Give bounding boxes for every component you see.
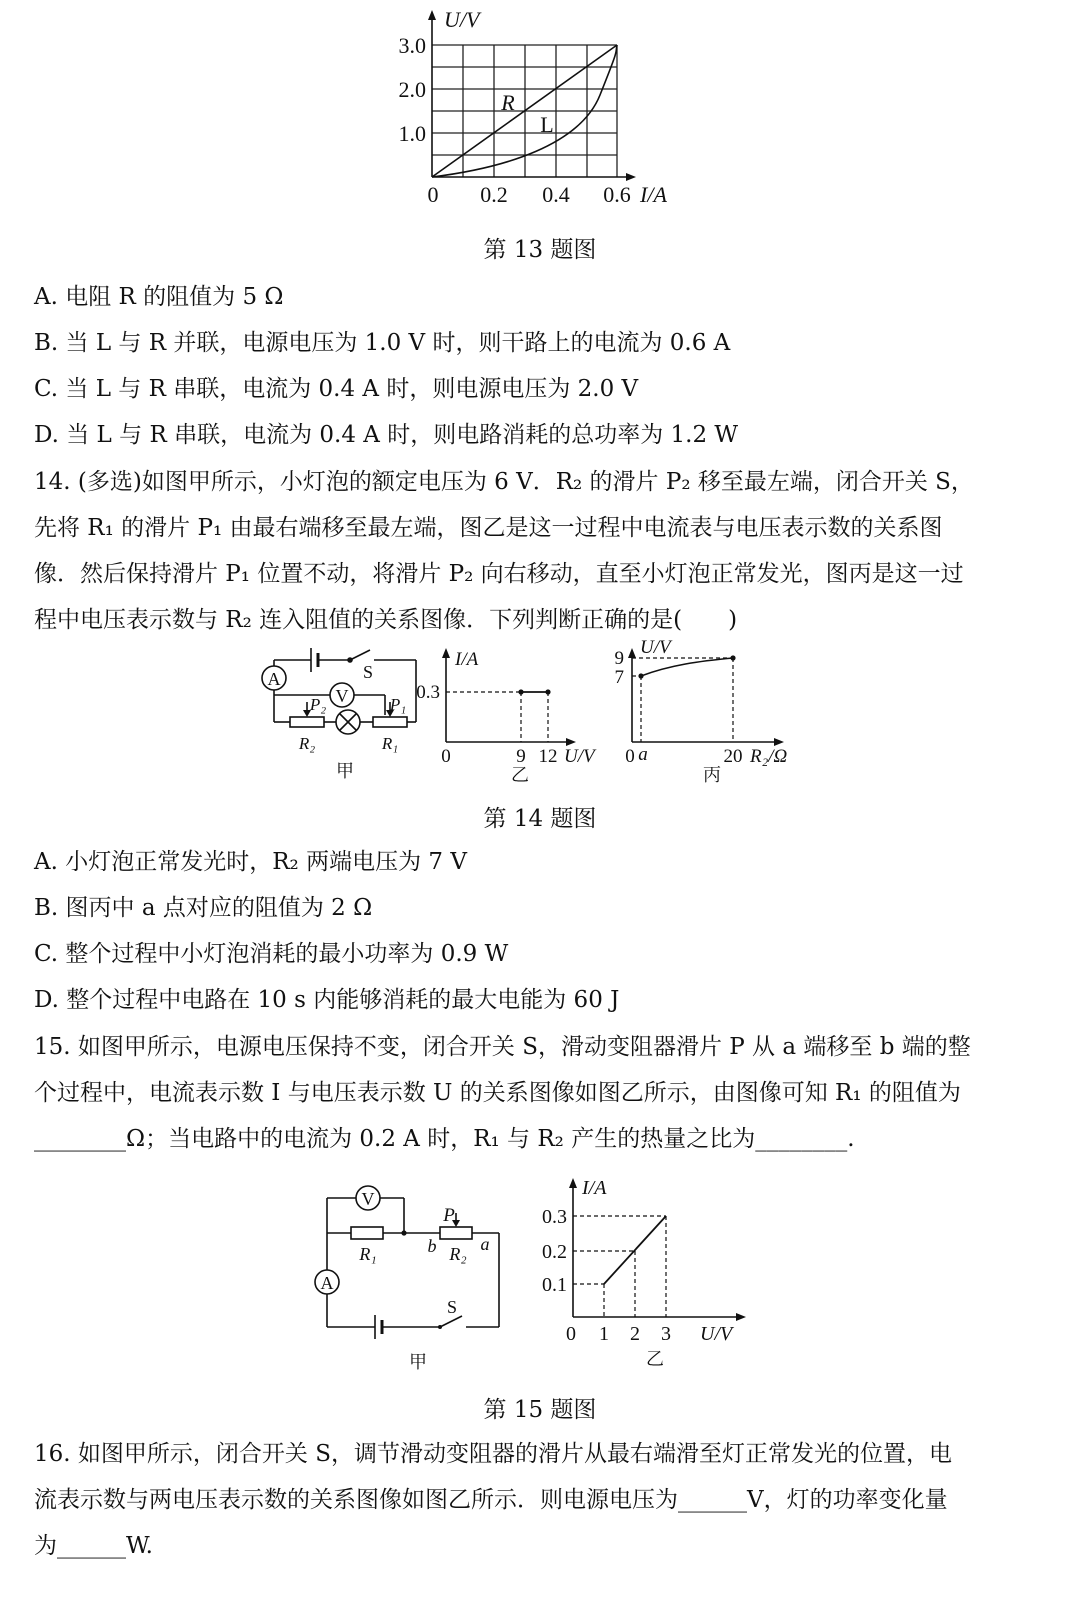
fig15-x-tick: 2: [630, 1323, 640, 1345]
fig13-x-tick: 0: [427, 182, 439, 207]
fig14-bing-x-tick: 0: [625, 746, 635, 767]
fig15-slider-p: P: [443, 1205, 455, 1226]
q13-option-d: D. 当 L 与 R 串联，电流为 0.4 A 时，则电路消耗的总功率为 1.2 W: [34, 422, 739, 448]
fig15-y-tick: 0.1: [542, 1274, 567, 1296]
fig14-circuit: [0, 637, 1080, 800]
q14-line: 像．然后保持滑片 P₁ 位置不动，将滑片 P₂ 向右移动，直至小灯泡正常发光，图丙是这一过: [34, 561, 964, 587]
q15-line: ________Ω；当电路中的电流为 0.2 A 时，R₁ 与 R₂ 产生的热量之比为________.: [34, 1126, 855, 1152]
fig13-y-tick: 1.0: [398, 121, 426, 146]
fig14-slider-p1: P₁: [389, 695, 407, 714]
fig14-bing-point: [730, 655, 735, 660]
q15-line: 个过程中，电流表示数 I 与电压表示数 U 的关系图像如图乙所示，由图像可知 R₁ 的阻值为: [34, 1080, 961, 1106]
fig14-bing-caption: 丙: [703, 765, 721, 785]
fig14-bing-x-label: R₂/Ω: [750, 746, 788, 767]
fig14-switch-label: S: [362, 662, 374, 682]
fig15-resistor-r1: R₁: [359, 1244, 377, 1264]
q14-option-c: C. 整个过程中小灯泡消耗的最小功率为 0.9 W: [34, 941, 509, 967]
fig15-caption: 第 15 题图: [483, 1397, 597, 1423]
fig15-ammeter-label: A: [320, 1273, 334, 1293]
fig15-y-tick: 0.2: [542, 1241, 567, 1263]
fig14-yi-point: [518, 689, 523, 694]
fig14-yi-y-tick: 0.3: [416, 682, 440, 703]
fig14-yi-x-tick: 12: [538, 746, 558, 767]
fig13-x-label: I/A: [640, 182, 667, 207]
q14-option-a: A. 小灯泡正常发光时，R₂ 两端电压为 7 V: [34, 849, 467, 875]
q13-option-c: C. 当 L 与 R 串联，电流为 0.4 A 时，则电源电压为 2.0 V: [34, 376, 639, 402]
fig14-yi-caption: 乙: [511, 765, 529, 785]
fig15-resistor-r2: R₂: [449, 1244, 467, 1264]
fig14-resistor-r1: R₁: [381, 734, 399, 753]
q15-line: 15. 如图甲所示，电源电压保持不变，闭合开关 S，滑动变阻器滑片 P 从 a 端移至 b 端的整: [34, 1034, 971, 1060]
fig15-end-b: b: [427, 1236, 437, 1256]
fig14-bing-point: [638, 673, 643, 678]
fig14-bing-y-tick: 9: [614, 648, 624, 669]
fig14-caption: 第 14 题图: [483, 806, 597, 832]
q14-option-b: B. 图丙中 a 点对应的阻值为 2 Ω: [34, 895, 373, 921]
fig14-circuit-caption: 甲: [336, 761, 354, 781]
q14-line: 先将 R₁ 的滑片 P₁ 由最右端移至最左端，图乙是这一过程中电流表与电压表示数的关系图: [34, 515, 943, 541]
fig14-yi-x-tick: 0: [441, 746, 451, 767]
fig13-x-tick: 0.2: [480, 182, 508, 207]
fig15-x-label: U/V: [700, 1323, 733, 1345]
fig14-yi-y-label: I/A: [455, 649, 479, 670]
fig14-slider-p2: P₂: [309, 695, 327, 714]
fig14-ammeter-label: A: [267, 669, 281, 689]
fig14-yi-x-tick: 9: [516, 746, 526, 767]
q16-line: 16. 如图甲所示，闭合开关 S，调节滑动变阻器的滑片从最右端滑至灯正常发光的位置，电: [34, 1441, 952, 1467]
q14-line: 14. (多选)如图甲所示，小灯泡的额定电压为 6 V．R₂ 的滑片 P₂ 移至最左端，闭合开关 S，: [34, 469, 974, 495]
fig13-caption: 第 13 题图: [483, 237, 597, 263]
svg-text:U/V: [444, 7, 482, 32]
fig14-voltmeter-label: V: [335, 686, 349, 706]
q14-option-d: D. 整个过程中电路在 10 s 内能够消耗的最大电能为 60 J: [34, 987, 620, 1013]
q16-line: 流表示数与两电压表示数的关系图像如图乙所示．则电源电压为______V，灯的功率变化量: [34, 1487, 948, 1513]
fig13-x-tick: 0.4: [542, 182, 570, 207]
fig14-bing-x-tick: 20: [723, 746, 743, 767]
fig13-y-tick: 3.0: [398, 33, 426, 58]
fig15-figure: [0, 1170, 1080, 1390]
fig15-circuit-caption: 甲: [409, 1352, 427, 1372]
fig15-x-tick: 1: [599, 1323, 609, 1345]
fig15-voltmeter-label: V: [361, 1189, 375, 1209]
fig15-switch-label: S: [446, 1297, 458, 1317]
fig15-graph-caption: 乙: [646, 1349, 664, 1369]
fig13-label-L: L: [540, 112, 554, 137]
fig13-label-R: R: [501, 90, 515, 115]
q14-line: 程中电压表示数与 R₂ 连入阻值的关系图像．下列判断正确的是( ): [34, 607, 738, 633]
fig14-bing-y-tick: 7: [614, 667, 624, 688]
fig15-x-tick: 0: [566, 1323, 576, 1345]
fig14-bing-curve: [641, 658, 733, 676]
fig13-graph: [0, 0, 1080, 240]
fig13-y-label: U/V: [444, 7, 480, 32]
fig14-yi-x-label: U/V: [564, 746, 595, 767]
fig13-x-tick: 0.6: [603, 182, 631, 207]
fig15-x-tick: 3: [661, 1323, 671, 1345]
fig14-bing-x-tick: a: [638, 744, 648, 765]
fig15-y-label: I/A: [582, 1177, 607, 1199]
q16-line: 为______W.: [34, 1533, 153, 1559]
fig14-bing-y-label: U/V: [640, 637, 671, 658]
fig15-y-tick: 0.3: [542, 1206, 567, 1228]
fig14-resistor-r2: R₂: [298, 734, 316, 753]
fig14-yi-point: [545, 689, 550, 694]
q13-option-a: A. 电阻 R 的阻值为 5 Ω: [34, 284, 284, 310]
q13-option-b: B. 当 L 与 R 并联，电源电压为 1.0 V 时，则干路上的电流为 0.6 A: [34, 330, 731, 356]
fig13-y-tick: 2.0: [398, 77, 426, 102]
fig15-end-a: a: [480, 1234, 490, 1254]
